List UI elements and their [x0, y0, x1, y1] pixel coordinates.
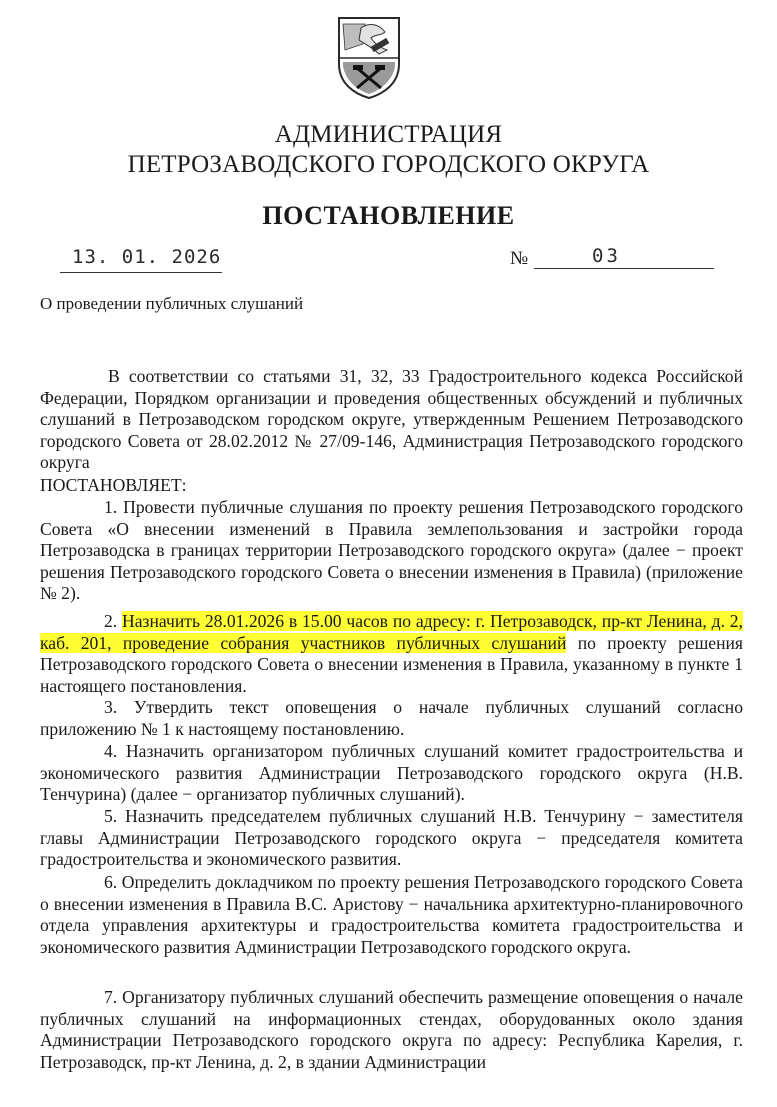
- decree-word: ПОСТАНОВЛЯЕТ:: [40, 475, 187, 495]
- city-coat-of-arms: [335, 14, 403, 100]
- paragraph-5: 5. Назначить председателем публичных слушаний Н.В. Тенчурину − заместителя главы Администрации Петрозаводского городского округа − председателя комитета градостроительства и экономического развития.: [40, 806, 743, 870]
- document-date: 13. 01. 2026: [72, 246, 222, 268]
- paragraph-2: [40, 611, 743, 697]
- org-name-line2: ПЕТРОЗАВОДСКОГО ГОРОДСКОГО ОКРУГА: [127, 151, 650, 178]
- number-underline: [534, 268, 714, 269]
- paragraph-2-number: 2.: [104, 611, 118, 631]
- paragraph-3: 3. Утвердить текст оповещения о начале публичных слушаний согласно приложению № 1 к настоящему постановлению.: [40, 697, 743, 739]
- date-underline: [60, 272, 222, 273]
- number-sign: №: [510, 248, 529, 269]
- org-name-line1: АДМИНИСТРАЦИЯ: [274, 121, 503, 148]
- paragraph-6: 6. Определить докладчиком по проекту решения Петрозаводского городского Совета о внесении изменения в Правила В.С. Аристову − начальника архитектурно-планировочного отдела управления архитектуры и градостроительства комитета градостроительства и экономического развития Администрации Петрозаводского городского округа.: [40, 872, 743, 957]
- paragraph-1: 1. Провести публичные слушания по проекту решения Петрозаводского городского Совета «О внесении изменений в Правила землепользования и застройки города Петрозаводска в границах территории Петрозаводского городского округа» (далее − проект решения Петрозаводского городского Совета о внесении изменения в Правила) (приложение № 2).: [40, 497, 743, 604]
- paragraph-2-rest: по проекту решения Петрозаводского городского Совета о внесении изменения в Правила, указанному в пункте 1 настоящего постановления.: [40, 632, 744, 696]
- highlighted-meeting-text: Назначить 28.01.2026 в 15.00 часов по адресу: г. Петрозаводск, пр-кт Ленина, д. 2, каб. 201, проведение собрания участников публичных слушаний: [40, 611, 743, 653]
- paragraph-4: 4. Назначить организатором публичных слушаний комитет градостроительства и экономического развития Администрации Петрозаводского городского округа (Н.В. Тенчурина) (далее − организатор публичных слушаний).: [40, 741, 743, 805]
- document-subject: О проведении публичных слушаний: [40, 294, 304, 313]
- paragraph-7: 7. Организатору публичных слушаний обеспечить размещение оповещения о начале публичных слушаний на информационных стендах, оборудованных около здания Администрации Петрозаводского городского округа по адресу: Республика Карелия, г. Петрозаводск, пр-кт Ленина, д. 2, в здании Администрации: [40, 987, 743, 1072]
- preamble-paragraph: В соответствии со статьями 31, 32, 33 Градостроительного кодекса Российской Федерации, Порядком организации и проведения общественных обсуждений и публичных слушаний в Петрозаводском городском округе, утвержденным Решением Петрозаводского городского Совета от 28.02.2012 № 27/09-146, Администрация Петрозаводского городского округа: [40, 366, 743, 473]
- document-number: 03: [592, 245, 621, 267]
- document-type-title: ПОСТАНОВЛЕНИЕ: [262, 201, 515, 230]
